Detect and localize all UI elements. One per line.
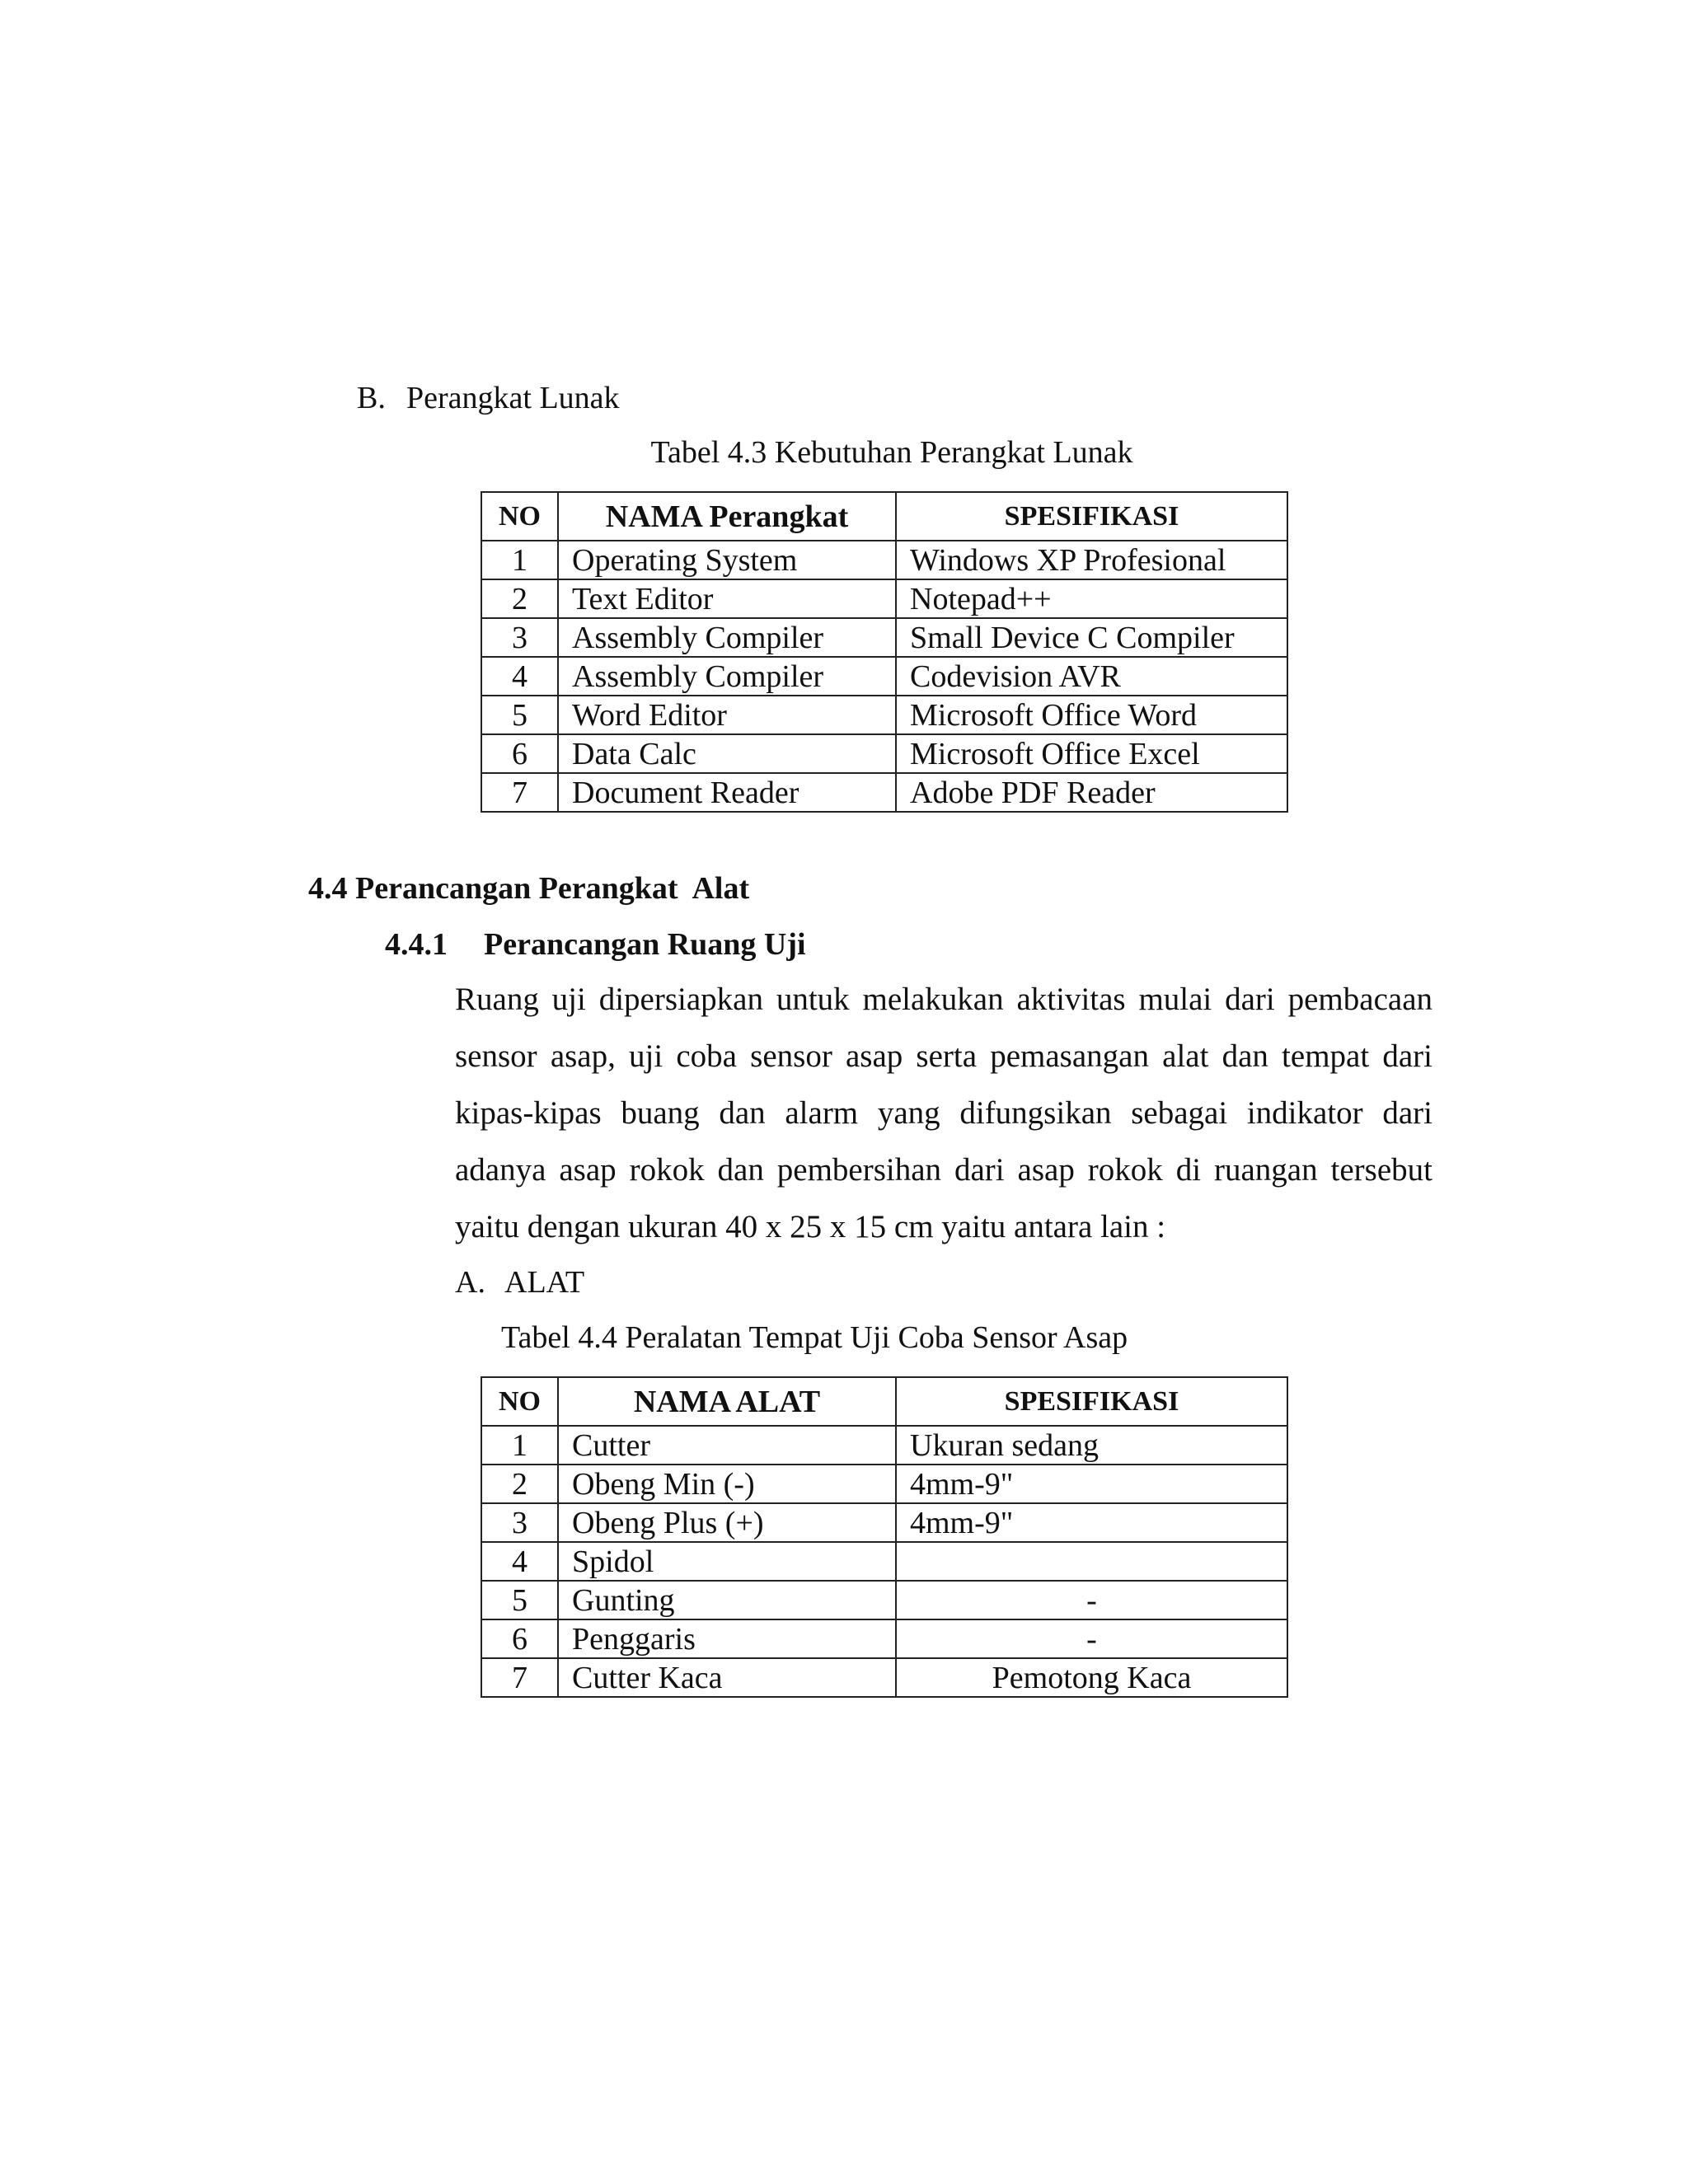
cell-name: Assembly Compiler xyxy=(558,657,896,696)
software-requirements-table xyxy=(481,491,1288,813)
cell-name: Cutter Kaca xyxy=(558,1658,896,1697)
cell-spec: Pemotong Kaca xyxy=(896,1658,1287,1697)
cell-spec: Microsoft Office Word xyxy=(896,696,1287,734)
table-row xyxy=(481,734,1287,773)
cell-spec: Microsoft Office Excel xyxy=(896,734,1287,773)
table-row xyxy=(481,773,1287,812)
cell-spec: Ukuran sedang xyxy=(896,1426,1287,1465)
cell-spec: Codevision AVR xyxy=(896,657,1287,696)
cell-no: 4 xyxy=(481,657,558,696)
table-row xyxy=(481,618,1287,657)
cell-no: 5 xyxy=(481,1581,558,1619)
cell-name: Text Editor xyxy=(558,579,896,618)
table-row xyxy=(481,1426,1287,1465)
table1-caption: Tabel 4.3 Kebutuhan Perangkat Lunak xyxy=(650,435,1133,470)
cell-no: 3 xyxy=(481,1503,558,1542)
cell-no: 1 xyxy=(481,541,558,579)
cell-name: Assembly Compiler xyxy=(558,618,896,657)
cell-name: Obeng Plus (+) xyxy=(558,1503,896,1542)
column-header-no: NO xyxy=(481,1377,558,1426)
cell-no: 6 xyxy=(481,734,558,773)
paragraph-line: kipas-kipas buang dan alarm yang difungsikan sebagai indikator dari xyxy=(455,1095,1432,1131)
cell-no: 1 xyxy=(481,1426,558,1465)
subsection-number: 4.4.1 xyxy=(385,927,448,962)
table-row xyxy=(481,1581,1287,1619)
cell-no: 7 xyxy=(481,1658,558,1697)
cell-spec: 4mm-9" xyxy=(896,1503,1287,1542)
cell-no: 4 xyxy=(481,1542,558,1581)
section-b-title: Perangkat Lunak xyxy=(406,381,620,415)
cell-spec: Windows XP Profesional xyxy=(896,541,1287,579)
tools-table xyxy=(481,1376,1288,1698)
table-header-row xyxy=(481,1377,1287,1426)
cell-name: Document Reader xyxy=(558,773,896,812)
section-heading-4-4: 4.4 Perancangan Perangkat Alat xyxy=(308,871,750,906)
cell-no: 2 xyxy=(481,579,558,618)
cell-spec xyxy=(896,1542,1287,1581)
table-row xyxy=(481,1542,1287,1581)
section-b-label: B. xyxy=(357,381,386,415)
column-header-spec: SPESIFIKASI xyxy=(896,1377,1287,1426)
table-row xyxy=(481,1658,1287,1697)
body-paragraph xyxy=(455,971,1432,1255)
paragraph-line: Ruang uji dipersiapkan untuk melakukan aktivitas mulai dari pembacaan xyxy=(455,982,1432,1017)
column-header-spec: SPESIFIKASI xyxy=(896,492,1287,541)
cell-no: 2 xyxy=(481,1465,558,1503)
cell-name: Spidol xyxy=(558,1542,896,1581)
subsection-title: Perancangan Ruang Uji xyxy=(484,927,806,962)
table-row xyxy=(481,696,1287,734)
cell-spec: Adobe PDF Reader xyxy=(896,773,1287,812)
column-header-no: NO xyxy=(481,492,558,541)
cell-no: 7 xyxy=(481,773,558,812)
cell-no: 5 xyxy=(481,696,558,734)
cell-spec: - xyxy=(896,1581,1287,1619)
cell-name: Gunting xyxy=(558,1581,896,1619)
cell-name: Word Editor xyxy=(558,696,896,734)
cell-name: Operating System xyxy=(558,541,896,579)
cell-no: 6 xyxy=(481,1619,558,1658)
cell-name: Penggaris xyxy=(558,1619,896,1658)
table-row xyxy=(481,1503,1287,1542)
table-row xyxy=(481,579,1287,618)
table2-caption: Tabel 4.4 Peralatan Tempat Uji Coba Sensor Asap xyxy=(501,1320,1128,1355)
table-row xyxy=(481,541,1287,579)
cell-spec: Notepad++ xyxy=(896,579,1287,618)
cell-no: 3 xyxy=(481,618,558,657)
cell-name: Cutter xyxy=(558,1426,896,1465)
paragraph-line: adanya asap rokok dan pembersihan dari asap rokok di ruangan tersebut xyxy=(455,1152,1432,1188)
cell-spec: - xyxy=(896,1619,1287,1658)
section-a-title: ALAT xyxy=(504,1265,585,1300)
cell-name: Obeng Min (-) xyxy=(558,1465,896,1503)
cell-spec: Small Device C Compiler xyxy=(896,618,1287,657)
section-a-label: A. xyxy=(455,1265,485,1300)
table-row xyxy=(481,657,1287,696)
table-row xyxy=(481,1465,1287,1503)
table-row xyxy=(481,1619,1287,1658)
cell-name: Data Calc xyxy=(558,734,896,773)
column-header-name: NAMA ALAT xyxy=(558,1377,896,1426)
table-header-row xyxy=(481,492,1287,541)
paragraph-line: yaitu dengan ukuran 40 x 25 x 15 cm yaitu antara lain : xyxy=(455,1209,1166,1244)
cell-spec: 4mm-9" xyxy=(896,1465,1287,1503)
paragraph-line: sensor asap, uji coba sensor asap serta pemasangan alat dan tempat dari xyxy=(455,1038,1432,1074)
column-header-name: NAMA Perangkat xyxy=(558,492,896,541)
